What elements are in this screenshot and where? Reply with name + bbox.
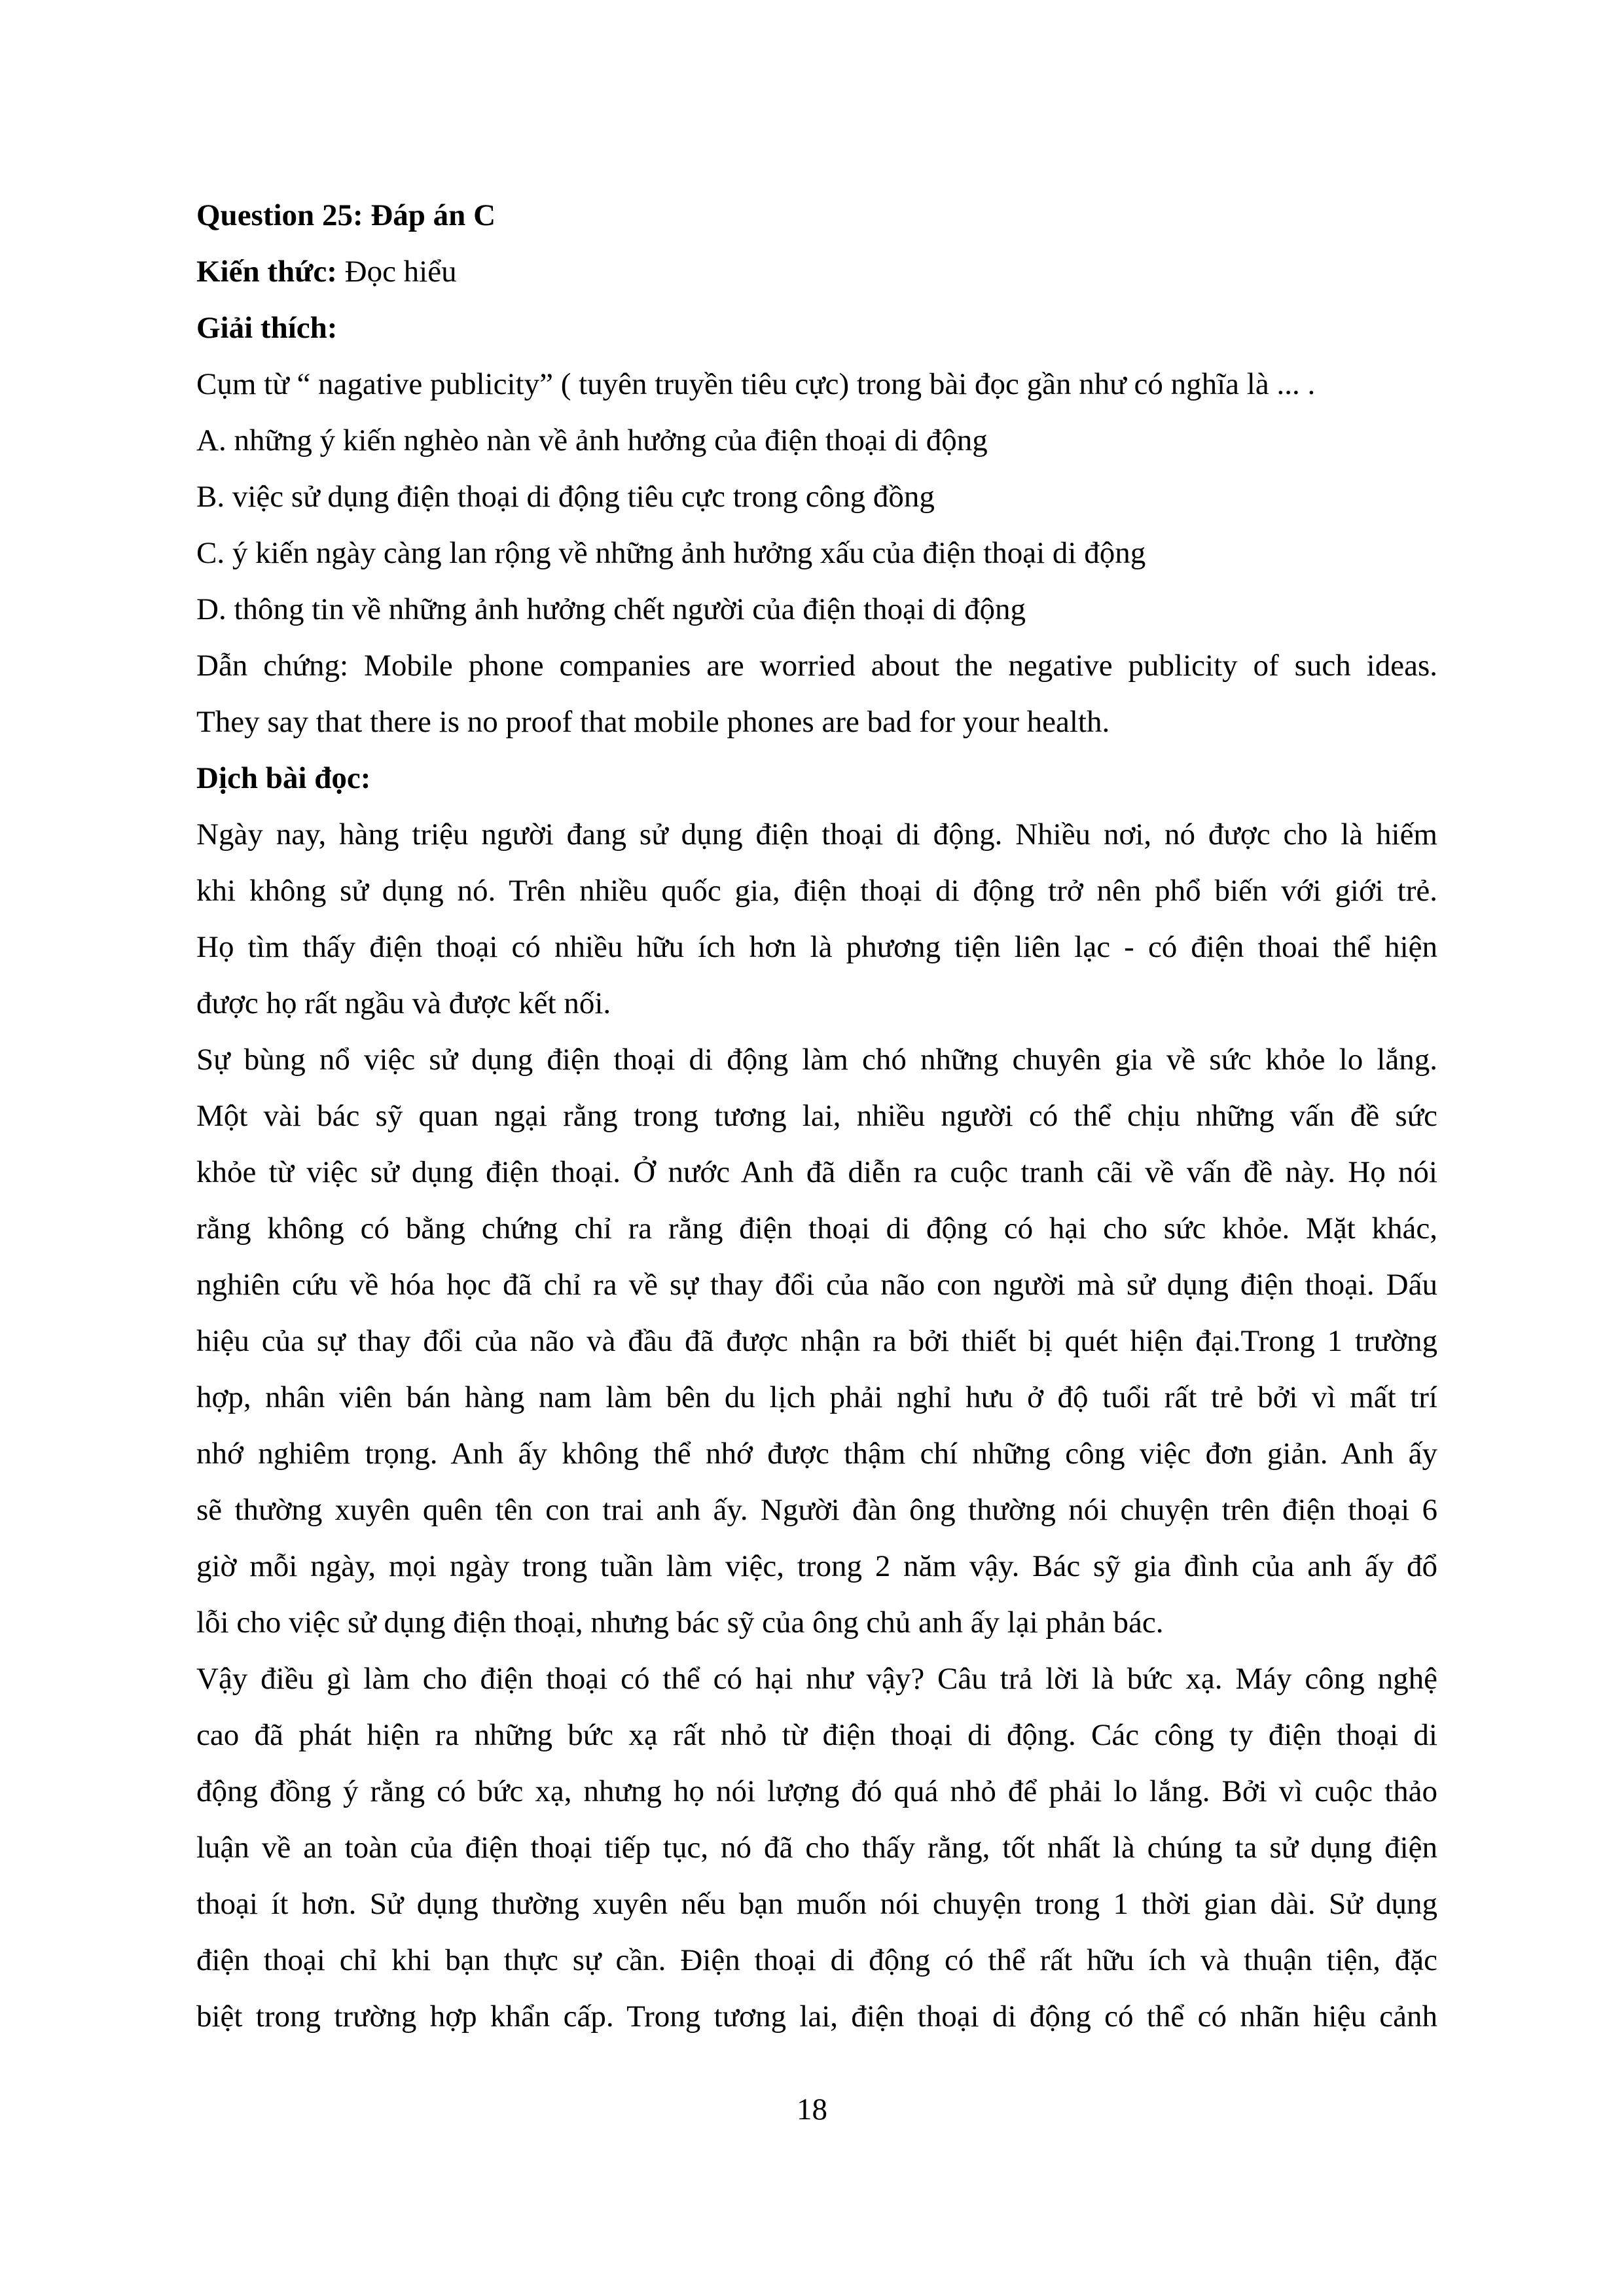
question-prompt: Cụm từ “ nagative publicity” ( tuyên truyền tiêu cực) trong bài đọc gần như có nghĩa là ... .	[196, 367, 1316, 401]
paragraph-line: Một vài bác sỹ quan ngại rằng trong tương lai, nhiều người có thể chịu những vấn đề sức	[196, 1099, 1437, 1133]
paragraph-line: nhớ nghiêm trọng. Anh ấy không thể nhớ được thậm chí những công việc đơn giản. Anh ấy	[196, 1437, 1437, 1471]
paragraph-line: khi không sử dụng nó. Trên nhiều quốc gia, điện thoại di động trở nên phổ biến với giới trẻ.	[196, 874, 1437, 908]
paragraph-line: biệt trong trường hợp khẩn cấp. Trong tương lai, điện thoại di động có thể có nhãn hiệu cảnh	[196, 2000, 1437, 2034]
evidence-line: They say that there is no proof that mobile phones are bad for your health.	[196, 705, 1110, 739]
explain-label: Giải thích:	[196, 311, 338, 345]
paragraph-line: giờ mỗi ngày, mọi ngày trong tuần làm việc, trong 2 năm vậy. Bác sỹ gia đình của anh ấy đổ	[196, 1549, 1437, 1583]
paragraph-line: khỏe từ việc sử dụng điện thoại. Ở nước Anh đã diễn ra cuộc tranh cãi về vấn đề này. Họ nói	[196, 1155, 1437, 1189]
page-content	[196, 187, 1437, 2045]
paragraph-line: Họ tìm thấy điện thoại có nhiều hữu ích hơn là phương tiện liên lạc - có điện thoai thể hiện	[196, 930, 1437, 964]
paragraph-line: hợp, nhân viên bán hàng nam làm bên du lịch phải nghỉ hưu ở độ tuổi rất trẻ bởi vì mất trí	[196, 1380, 1437, 1414]
paragraph-line: thoại ít hơn. Sử dụng thường xuyên nếu bạn muốn nói chuyện trong 1 thời gian dài. Sử dụng	[196, 1887, 1437, 1921]
paragraph-line: hiệu của sự thay đổi của não và đầu đã được nhận ra bởi thiết bị quét hiện đại.Trong 1 trường	[196, 1324, 1437, 1358]
paragraph-line: lỗi cho việc sử dụng điện thoại, nhưng bác sỹ của ông chủ anh ấy lại phản bác.	[196, 1605, 1164, 1640]
paragraph-line: Vậy điều gì làm cho điện thoại có thể có hại như vậy? Câu trả lời là bức xạ. Máy công nghệ	[196, 1662, 1437, 1696]
paragraph-line: rằng không có bằng chứng chỉ ra rằng điện thoại di động có hại cho sức khỏe. Mặt khác,	[196, 1211, 1437, 1246]
paragraph-line: nghiên cứu về hóa học đã chỉ ra về sự thay đổi của não con người mà sử dụng điện thoại. Dấu	[196, 1268, 1437, 1302]
option-d: D. thông tin về những ảnh hưởng chết người của điện thoại di động	[196, 592, 1026, 626]
paragraph-line: được họ rất ngầu và được kết nối.	[196, 986, 611, 1020]
paragraph-line: động đồng ý rằng có bức xạ, nhưng họ nói lượng đó quá nhỏ để phải lo lắng. Bởi vì cuộc thảo	[196, 1774, 1437, 1808]
translation-label: Dịch bài đọc:	[196, 761, 371, 795]
paragraph-line: Sự bùng nổ việc sử dụng điện thoại di động làm chó những chuyên gia về sức khỏe lo lắng.	[196, 1043, 1437, 1077]
paragraph-line: cao đã phát hiện ra những bức xạ rất nhỏ từ điện thoại di động. Các công ty điện thoại di	[196, 1718, 1437, 1752]
knowledge-value: Đọc hiểu	[336, 255, 457, 289]
page-number: 18	[797, 2092, 827, 2126]
knowledge-label: Kiến thức:	[196, 255, 337, 289]
option-c: C. ý kiến ngày càng lan rộng về những ảnh hưởng xấu của điện thoại di động	[196, 536, 1146, 570]
evidence-line: Dẫn chứng: Mobile phone companies are worried about the negative publicity of such ideas.	[196, 649, 1437, 683]
paragraph-line: sẽ thường xuyên quên tên con trai anh ấy. Người đàn ông thường nói chuyện trên điện thoại 6	[196, 1493, 1437, 1527]
question-heading: Question 25: Đáp án C	[196, 198, 496, 232]
paragraph-line: điện thoại chỉ khi bạn thực sự cần. Điện thoại di động có thể rất hữu ích và thuận tiện, đặc	[196, 1943, 1437, 1977]
paragraph-line: Ngày nay, hàng triệu người đang sử dụng điện thoại di động. Nhiều nơi, nó được cho là hiếm	[196, 817, 1437, 852]
knowledge-line	[196, 243, 1437, 300]
paragraph-line: luận về an toàn của điện thoại tiếp tục, nó đã cho thấy rằng, tốt nhất là chúng ta sử dụng điện	[196, 1831, 1437, 1865]
option-a: A. những ý kiến nghèo nàn về ảnh hưởng của điện thoại di động	[196, 423, 988, 457]
option-b: B. việc sử dụng điện thoại di động tiêu cực trong công đồng	[196, 480, 935, 514]
